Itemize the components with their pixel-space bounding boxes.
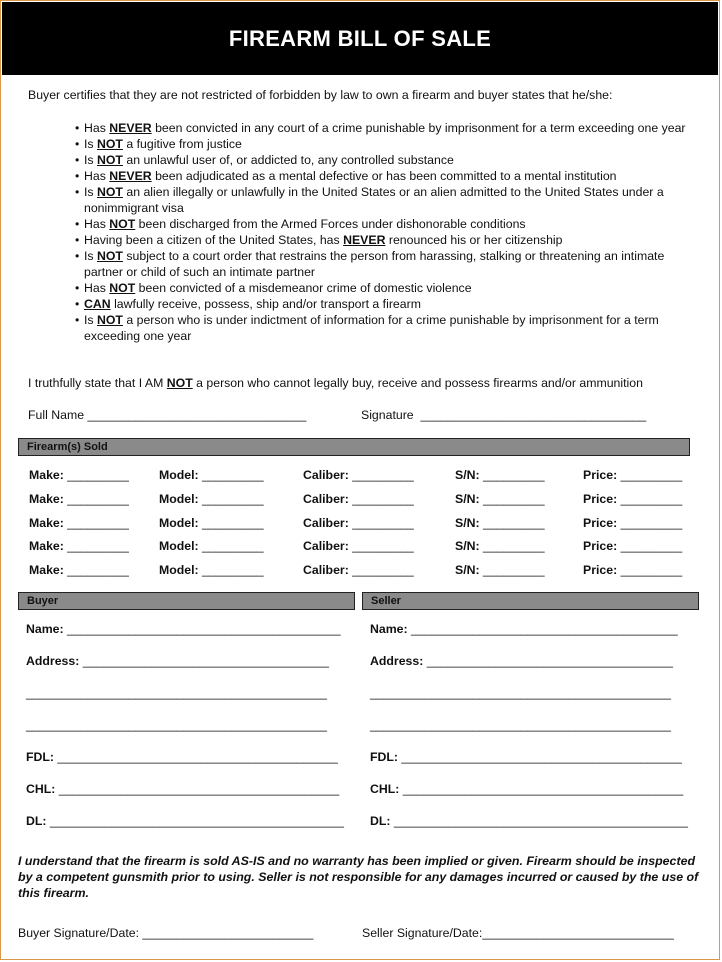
serial-number-blank[interactable]: _________ bbox=[483, 539, 545, 554]
seller-address-field[interactable] bbox=[370, 654, 673, 668]
make-label: Make: bbox=[29, 491, 64, 506]
seller-fdl-label: FDL: bbox=[370, 750, 398, 764]
seller-chl-label: CHL: bbox=[370, 782, 400, 796]
seller-address-label: Address: bbox=[370, 654, 424, 668]
model-field[interactable] bbox=[159, 539, 264, 553]
price-label: Price: bbox=[583, 491, 618, 506]
certification-keyword: NEVER bbox=[343, 233, 386, 247]
certification-text: Is bbox=[84, 137, 97, 151]
certification-item bbox=[75, 248, 695, 280]
model-blank[interactable]: _________ bbox=[202, 468, 264, 482]
make-label: Make: bbox=[29, 563, 64, 578]
as-is-disclaimer: I understand that the firearm is sold AS-IS and no warranty has been implied or given. Firearm should be inspected by a competent gunsmith prior to using. Seller is not responsible for any damages incurred or caused by the use of this firearm. bbox=[18, 854, 699, 900]
certification-item bbox=[75, 152, 695, 168]
certification-text: a fugitive from justice bbox=[122, 137, 242, 151]
model-blank[interactable]: _________ bbox=[202, 515, 264, 530]
seller-signature-date-label: Seller Signature/Date: bbox=[362, 926, 483, 940]
buyer-signature-date-blank[interactable]: _________________________ bbox=[142, 926, 314, 940]
buyer-chl-field[interactable] bbox=[26, 782, 339, 796]
certification-item bbox=[75, 312, 695, 344]
statement-post: a person who cannot legally buy, receive and possess firearms and/or ammunition bbox=[192, 376, 643, 390]
signature-blank[interactable]: _________________________________ bbox=[420, 408, 647, 422]
price-field[interactable] bbox=[583, 563, 682, 577]
caliber-label: Caliber: bbox=[303, 539, 349, 554]
make-field[interactable] bbox=[29, 539, 129, 553]
model-blank[interactable]: _________ bbox=[202, 539, 264, 554]
model-field[interactable] bbox=[159, 516, 264, 530]
buyer-address-field[interactable] bbox=[26, 654, 329, 668]
buyer-dl-blank[interactable]: ___________________________________________ bbox=[49, 814, 344, 828]
certification-item bbox=[75, 296, 695, 312]
certification-text: a person who is under indictment of information for a crime punishable by imprisonment for a term exceeding one year bbox=[84, 313, 659, 343]
firearms-sold-heading-label: Firearm(s) Sold bbox=[27, 441, 108, 453]
certification-keyword: NOT bbox=[96, 249, 123, 263]
model-label: Model: bbox=[159, 468, 199, 482]
buyer-signature-date-field[interactable] bbox=[18, 926, 313, 940]
certification-keyword: NOT bbox=[96, 313, 123, 327]
serial-number-label: S/N: bbox=[455, 515, 480, 530]
caliber-field[interactable] bbox=[303, 516, 414, 530]
caliber-label: Caliber: bbox=[303, 468, 349, 482]
price-field[interactable] bbox=[583, 468, 682, 482]
statement-keyword: NOT bbox=[166, 376, 193, 390]
make-field[interactable] bbox=[29, 516, 129, 530]
certification-text: subject to a court order that restrains the person from harassing, stalking or threatening an intimate partner or child of such an intimate partner bbox=[84, 249, 665, 279]
buyer-dl-field[interactable] bbox=[26, 814, 344, 828]
price-label: Price: bbox=[583, 468, 618, 482]
model-label: Model: bbox=[159, 515, 199, 530]
certification-keyword: NOT bbox=[96, 185, 123, 199]
make-field[interactable] bbox=[29, 468, 129, 482]
buyer-chl-label: CHL: bbox=[26, 782, 56, 796]
caliber-label: Caliber: bbox=[303, 563, 349, 578]
certification-keyword: NOT bbox=[96, 153, 123, 167]
serial-number-blank[interactable]: _________ bbox=[483, 468, 545, 482]
make-blank[interactable]: _________ bbox=[67, 468, 129, 482]
seller-name-label: Name: bbox=[370, 622, 408, 636]
serial-number-field[interactable] bbox=[455, 468, 545, 482]
make-blank[interactable]: _________ bbox=[67, 539, 129, 554]
make-label: Make: bbox=[29, 515, 64, 530]
page-title: FIREARM BILL OF SALE bbox=[228, 25, 492, 51]
signature-field[interactable] bbox=[361, 408, 646, 422]
caliber-field[interactable] bbox=[303, 468, 414, 482]
seller-address-line-2[interactable]: ____________________________________________ bbox=[370, 686, 671, 700]
model-field[interactable] bbox=[159, 563, 264, 577]
price-field[interactable] bbox=[583, 516, 682, 530]
full-name-field[interactable] bbox=[28, 408, 306, 422]
full-name-blank[interactable]: ________________________________ bbox=[87, 408, 307, 422]
caliber-blank[interactable]: _________ bbox=[352, 563, 414, 578]
buyer-dl-label: DL: bbox=[26, 814, 47, 828]
certification-list bbox=[75, 120, 695, 344]
serial-number-blank[interactable]: _________ bbox=[483, 563, 545, 578]
certification-keyword: NEVER bbox=[109, 169, 152, 183]
price-label: Price: bbox=[583, 515, 618, 530]
seller-chl-field[interactable] bbox=[370, 782, 683, 796]
certification-text: Is bbox=[84, 185, 97, 199]
serial-number-label: S/N: bbox=[455, 539, 480, 554]
caliber-blank[interactable]: _________ bbox=[352, 539, 414, 554]
price-blank[interactable]: _________ bbox=[620, 515, 683, 530]
certification-text: Having been a citizen of the United States, has bbox=[84, 233, 344, 247]
seller-fdl-field[interactable] bbox=[370, 750, 682, 764]
make-field[interactable] bbox=[29, 563, 129, 577]
seller-address-blank[interactable]: ____________________________________ bbox=[426, 654, 673, 668]
seller-signature-date-field[interactable] bbox=[362, 926, 674, 940]
seller-dl-blank[interactable]: ___________________________________________ bbox=[393, 814, 688, 828]
certification-text: Is bbox=[84, 313, 97, 327]
certification-text: Has bbox=[84, 169, 110, 183]
make-blank[interactable]: _________ bbox=[67, 491, 129, 506]
caliber-field[interactable] bbox=[303, 539, 414, 553]
certification-keyword: NEVER bbox=[109, 121, 152, 135]
certification-keyword: CAN bbox=[84, 297, 111, 311]
model-field[interactable] bbox=[159, 468, 264, 482]
serial-number-field[interactable] bbox=[455, 516, 545, 530]
certification-keyword: NOT bbox=[109, 281, 136, 295]
buyer-name-blank[interactable]: ________________________________________ bbox=[67, 622, 341, 636]
seller-heading bbox=[362, 592, 699, 610]
truthful-statement bbox=[28, 376, 643, 390]
buyer-fdl-field[interactable] bbox=[26, 750, 338, 764]
full-name-label: Full Name bbox=[28, 408, 85, 422]
certification-text: Has bbox=[84, 121, 110, 135]
signature-label: Signature bbox=[361, 408, 414, 422]
seller-dl-field[interactable] bbox=[370, 814, 688, 828]
certification-item bbox=[75, 168, 695, 184]
certification-text: renounced his or her citizenship bbox=[385, 233, 563, 247]
caliber-field[interactable] bbox=[303, 492, 414, 506]
buyer-name-label: Name: bbox=[26, 622, 64, 636]
buyer-address-line-2[interactable]: ____________________________________________ bbox=[26, 686, 327, 700]
certification-text: been convicted in any court of a crime punishable by imprisonment for a term exceeding one year bbox=[151, 121, 686, 135]
serial-number-blank[interactable]: _________ bbox=[483, 515, 545, 530]
model-label: Model: bbox=[159, 563, 199, 578]
model-field[interactable] bbox=[159, 492, 264, 506]
buyer-fdl-blank[interactable]: _________________________________________ bbox=[57, 750, 338, 764]
certification-text: an unlawful user of, or addicted to, any controlled substance bbox=[122, 153, 454, 167]
model-label: Model: bbox=[159, 539, 199, 554]
certification-text: been convicted of a misdemeanor crime of domestic violence bbox=[135, 281, 472, 295]
buyer-address-blank[interactable]: ____________________________________ bbox=[82, 654, 329, 668]
price-label: Price: bbox=[583, 563, 618, 578]
certification-keyword: NOT bbox=[96, 137, 123, 151]
make-label: Make: bbox=[29, 468, 64, 482]
price-label: Price: bbox=[583, 539, 618, 554]
buyer-heading bbox=[18, 592, 355, 610]
certification-text: an alien illegally or unlawfully in the United States or an alien admitted to the United States under a nonimmigrant visa bbox=[84, 185, 664, 215]
buyer-chl-blank[interactable]: _________________________________________ bbox=[58, 782, 340, 796]
certification-item bbox=[75, 232, 695, 248]
price-blank[interactable]: _________ bbox=[620, 539, 683, 554]
model-blank[interactable]: _________ bbox=[202, 563, 264, 578]
make-blank[interactable]: _________ bbox=[67, 515, 129, 530]
caliber-blank[interactable]: _________ bbox=[352, 515, 414, 530]
certification-text: Has bbox=[84, 217, 110, 231]
serial-number-field[interactable] bbox=[455, 539, 545, 553]
certification-text: been discharged from the Armed Forces under dishonorable conditions bbox=[135, 217, 526, 231]
buyer-heading-label: Buyer bbox=[27, 595, 59, 607]
serial-number-field[interactable] bbox=[455, 563, 545, 577]
firearms-sold-heading bbox=[18, 438, 690, 456]
caliber-label: Caliber: bbox=[303, 515, 349, 530]
certification-item bbox=[75, 216, 695, 232]
seller-chl-blank[interactable]: _________________________________________ bbox=[402, 782, 684, 796]
certification-text: been adjudicated as a mental defective or has been committed to a mental institution bbox=[151, 169, 617, 183]
price-field[interactable] bbox=[583, 492, 682, 506]
seller-signature-date-blank[interactable]: ____________________________ bbox=[482, 926, 674, 940]
make-label: Make: bbox=[29, 539, 64, 554]
caliber-field[interactable] bbox=[303, 563, 414, 577]
serial-number-label: S/N: bbox=[455, 563, 480, 578]
certification-text: lawfully receive, possess, ship and/or transport a firearm bbox=[110, 297, 421, 311]
caliber-blank[interactable]: _________ bbox=[352, 491, 414, 506]
price-field[interactable] bbox=[583, 539, 682, 553]
seller-name-blank[interactable]: _______________________________________ bbox=[411, 622, 678, 636]
buyer-signature-date-label: Buyer Signature/Date: bbox=[18, 926, 143, 940]
certification-keyword: NOT bbox=[109, 217, 136, 231]
certification-item bbox=[75, 280, 695, 296]
serial-number-blank[interactable]: _________ bbox=[483, 491, 545, 506]
intro-text: Buyer certifies that they are not restricted of forbidden by law to own a firearm and buyer states that he/she: bbox=[28, 88, 613, 102]
certification-item bbox=[75, 136, 695, 152]
model-label: Model: bbox=[159, 491, 199, 506]
title-bar bbox=[2, 2, 718, 75]
buyer-fdl-label: FDL: bbox=[26, 750, 54, 764]
seller-heading-label: Seller bbox=[371, 595, 401, 607]
price-blank[interactable]: _________ bbox=[620, 468, 683, 482]
price-blank[interactable]: _________ bbox=[620, 563, 683, 578]
buyer-address-line-3[interactable]: ____________________________________________ bbox=[26, 718, 327, 732]
price-blank[interactable]: _________ bbox=[620, 491, 683, 506]
make-blank[interactable]: _________ bbox=[67, 563, 129, 578]
serial-number-label: S/N: bbox=[455, 468, 480, 482]
model-blank[interactable]: _________ bbox=[202, 491, 264, 506]
seller-dl-label: DL: bbox=[370, 814, 391, 828]
seller-fdl-blank[interactable]: _________________________________________ bbox=[401, 750, 682, 764]
certification-item bbox=[75, 184, 695, 216]
serial-number-field[interactable] bbox=[455, 492, 545, 506]
certification-text: Is bbox=[84, 249, 97, 263]
buyer-address-label: Address: bbox=[26, 654, 80, 668]
caliber-blank[interactable]: _________ bbox=[352, 468, 414, 482]
serial-number-label: S/N: bbox=[455, 491, 480, 506]
seller-name-field[interactable] bbox=[370, 622, 678, 636]
certification-text: Has bbox=[84, 281, 110, 295]
caliber-label: Caliber: bbox=[303, 491, 349, 506]
certification-text: Is bbox=[84, 153, 97, 167]
buyer-name-field[interactable] bbox=[26, 622, 341, 636]
make-field[interactable] bbox=[29, 492, 129, 506]
seller-address-line-3[interactable]: ____________________________________________ bbox=[370, 718, 671, 732]
statement-pre: I truthfully state that I AM bbox=[28, 376, 167, 390]
certification-item bbox=[75, 120, 695, 136]
